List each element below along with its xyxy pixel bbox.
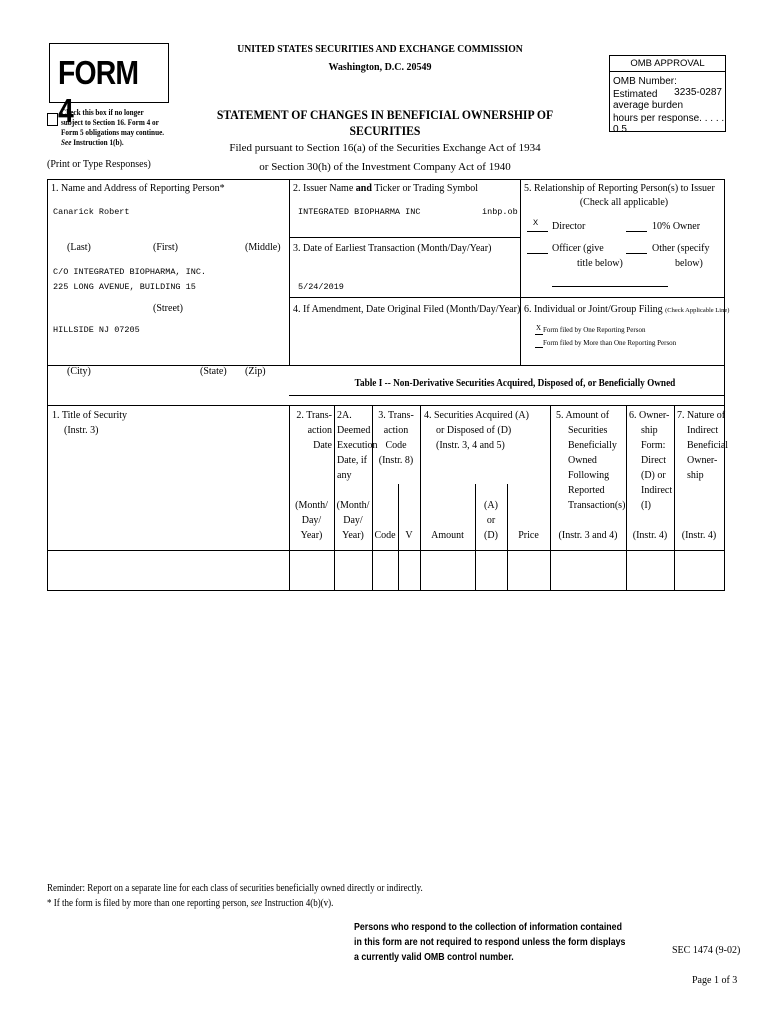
sec-form-number: SEC 1474 (9-02) (672, 945, 741, 956)
col3-line: action (383, 425, 409, 436)
col5-line: Transaction(s) (568, 500, 626, 511)
col6-line: Form: (641, 440, 666, 451)
agency-name: UNITED STATES SECURITIES AND EXCHANGE COMMISSION (237, 44, 523, 55)
omb-burden-2: hours per response. . . . . 0.5 (613, 113, 725, 135)
other-label-1: Other (specify (652, 243, 710, 254)
sub-month-line: Day/ (343, 515, 363, 526)
sub-month-line: (Month/ (295, 500, 328, 511)
col4-line: or Disposed of (D) (436, 425, 512, 436)
page-number: Page 1 of 3 (692, 975, 738, 986)
statement-title: STATEMENT OF CHANGES IN BENEFICIAL OWNERSHIP OF SECURITIES (216, 107, 554, 138)
one-person-option[interactable] (535, 326, 645, 335)
director-label: Director (552, 221, 586, 232)
omb-number-value: 3235-0287 (674, 87, 722, 98)
director-mark: X (533, 218, 539, 228)
note-pre: * If the form is filed by more than one reporting person, (47, 898, 251, 909)
col2a-line: Date, if (337, 455, 367, 466)
one-person-label: Form filed by One Reporting Person (543, 326, 646, 334)
officer-checkbox[interactable] (527, 243, 548, 254)
col2a-line: 2A. (337, 410, 352, 421)
officer-label-1: Officer (give (552, 243, 604, 254)
col5-line: Following (568, 470, 610, 481)
grid-line (47, 590, 725, 591)
col6-line: ship (641, 425, 658, 436)
checkbox-note-line2: subject to Section 16. Form 4 or (61, 118, 159, 127)
ten-pct-owner-checkbox[interactable] (626, 221, 647, 232)
omb-notice (354, 920, 625, 965)
instr4-subheader-col6: (Instr. 4) (632, 530, 668, 541)
col7-line: Indirect (687, 425, 719, 436)
col7-line: Beneficial (687, 440, 729, 451)
col1-line: (Instr. 3) (64, 425, 99, 436)
table1-title: Table I -- Non-Derivative Securities Acquired, Disposed of, or Beneficially Owned (354, 378, 676, 389)
earliest-transaction-date[interactable]: 5/24/2019 (298, 282, 344, 292)
col2-line: action (307, 425, 332, 436)
col7-header (677, 408, 728, 483)
col5-line: Beneficially (568, 440, 617, 451)
price-subheader: Price (518, 530, 539, 541)
checkbox-note-line4 (61, 138, 124, 148)
print-type-note: (Print or Type Responses) (47, 159, 151, 170)
aord-line: (D) (484, 530, 498, 541)
col2-line: 2. Trans- (296, 410, 332, 421)
multiple-persons-checkbox[interactable] (535, 339, 543, 348)
city-label: (City) (67, 366, 91, 377)
col6-line: (I) (641, 500, 651, 511)
omb-notice-line: in this form are not required to respond unless the form displays (354, 937, 626, 948)
sub-month-line: Year) (342, 530, 364, 541)
sub-month-line: Year) (300, 530, 323, 541)
director-checkbox[interactable] (527, 218, 548, 232)
instr34-subheader: (Instr. 3 and 4) (558, 530, 618, 541)
grid-line (47, 179, 725, 180)
col2a-line: any (337, 470, 352, 481)
grid-line (47, 365, 725, 366)
grid-line (289, 179, 290, 366)
box1-label: 1. Name and Address of Reporting Person* (51, 183, 225, 194)
box5-label-2: (Check all applicable) (579, 197, 669, 208)
col6-line: Indirect (641, 485, 673, 496)
filed-pursuant-2: or Section 30(h) of the Investment Company Act of 1940 (259, 161, 511, 173)
omb-number (610, 76, 725, 98)
col7-line: ship (687, 470, 704, 481)
sub-month-line: Day/ (301, 515, 322, 526)
officer-title-line (552, 286, 668, 287)
a-or-d-subheader (475, 498, 507, 543)
last-label: (Last) (67, 242, 91, 253)
multiple-persons-note (47, 898, 333, 909)
col4-line: 4. Securities Acquired (A) (424, 410, 529, 421)
box3-label: 3. Date of Earliest Transaction (Month/Day/Year) (293, 243, 492, 254)
col6-line: 6. Owner- (629, 410, 670, 421)
filed-pursuant-1: Filed pursuant to Section 16(a) of the Securities Exchange Act of 1934 (229, 142, 541, 154)
omb-notice-line: Persons who respond to the collection of information contained (354, 922, 622, 933)
col1-line: 1. Title of Security (52, 410, 128, 421)
col4-header (424, 408, 529, 453)
omb-approval-box (609, 55, 726, 135)
col7-line: Owner- (687, 455, 718, 466)
col5-line: Reported (568, 485, 605, 496)
sub-month-line: (Month/ (336, 500, 370, 511)
omb-notice-line: a currently valid OMB control number. (354, 952, 514, 963)
no-longer-subject-checkbox[interactable] (47, 113, 58, 126)
col2a-subheader (334, 498, 372, 543)
box2-label-post: Ticker or Trading Symbol (371, 183, 479, 194)
col3-header (372, 408, 420, 468)
middle-label: (Middle) (245, 242, 281, 253)
instr4-subheader-col7: (Instr. 4) (681, 530, 717, 541)
col2a-line: Execution (337, 440, 378, 451)
grid-line (289, 237, 520, 238)
col2a-line: Deemed (337, 425, 371, 436)
grid-line (724, 179, 725, 591)
city-state-zip-value[interactable]: HILLSIDE NJ 07205 (53, 325, 140, 335)
box6-label-main: 6. Individual or Joint/Group Filing (524, 304, 663, 315)
state-label: (State) (200, 366, 227, 377)
col5-line: Securities (568, 425, 608, 436)
checkbox-note (61, 108, 178, 148)
grid-line (47, 179, 48, 591)
agency-city: Washington, D.C. 20549 (328, 62, 432, 73)
box6-label-small: (Check Applicable Line) (665, 307, 730, 314)
see-italic: See (61, 138, 72, 147)
zip-label: (Zip) (245, 366, 266, 377)
reporting-person-name[interactable]: Canarick Robert (53, 207, 130, 217)
box2-label-pre: 2. Issuer Name (293, 183, 356, 194)
aord-line: (A) (484, 500, 498, 511)
omb-burden-1: Estimated average burden (613, 89, 684, 111)
one-person-checkbox[interactable] (535, 326, 543, 335)
street-label: (Street) (153, 303, 183, 314)
issuer-name[interactable]: INTEGRATED BIOPHARMA INC (298, 207, 421, 217)
col2-subheader (289, 498, 334, 543)
first-label: (First) (153, 242, 178, 253)
table-row[interactable] (48, 551, 724, 590)
omb-number-label: OMB Number: (613, 76, 677, 87)
street-line-1[interactable]: C/O INTEGRATED BIOPHARMA, INC. (53, 267, 207, 277)
amount-subheader: Amount (431, 530, 464, 541)
code-subheader: Code (374, 530, 396, 541)
omb-title: OMB APPROVAL (610, 56, 725, 72)
col5-line: 5. Amount of (556, 410, 610, 421)
form-title: FORM 4 (58, 54, 139, 129)
box2-label-and: and (355, 183, 372, 194)
instruction-ref: Instruction 1(b). (71, 138, 124, 147)
other-label-2: below) (675, 258, 703, 269)
col3-line: (Instr. 8) (378, 455, 414, 466)
box4-label: 4. If Amendment, Date Original Filed (Month/Day/Year) (293, 304, 521, 315)
col2-header (292, 408, 332, 453)
col3-line: 3. Trans- (378, 410, 414, 421)
multiple-persons-label: Form filed by More than One Reporting Person (543, 339, 677, 347)
street-line-2[interactable]: 225 LONG AVENUE, BUILDING 15 (53, 282, 196, 292)
col5-line: Owned (568, 455, 597, 466)
col2-line: Date (313, 440, 332, 451)
aord-line: or (486, 515, 496, 526)
col5-header (556, 408, 625, 513)
grid-line (289, 297, 725, 298)
col6-header (629, 408, 672, 513)
col4-line: (Instr. 3, 4 and 5) (436, 440, 505, 451)
note-italic: see (250, 898, 263, 909)
other-checkbox[interactable] (626, 243, 647, 254)
note-post: Instruction 4(b)(v). (262, 898, 334, 909)
ten-pct-owner-label: 10% Owner (652, 221, 701, 232)
box2-label (293, 183, 478, 194)
col6-line: Direct (641, 455, 666, 466)
grid-line (289, 395, 725, 396)
box5-label-1: 5. Relationship of Reporting Person(s) to Issuer (524, 183, 715, 194)
col3-line: Code (385, 440, 407, 451)
grid-line (520, 179, 521, 366)
multiple-persons-option[interactable] (535, 339, 676, 348)
col6-line: (D) or (641, 470, 666, 481)
box6-label (524, 304, 729, 315)
checkbox-note-line3: Form 5 obligations may continue. (61, 128, 165, 137)
col7-line: 7. Nature of (677, 410, 726, 421)
officer-label-2: title below) (577, 258, 623, 269)
ticker-symbol[interactable]: inbp.ob (482, 207, 518, 217)
reminder-text: Reminder: Report on a separate line for each class of securities beneficially owned directly or indirectly. (47, 883, 423, 894)
one-person-mark: X (536, 324, 542, 332)
v-subheader: V (405, 530, 413, 541)
checkbox-note-line1: Check this box if no longer (61, 108, 144, 117)
col1-header (52, 408, 127, 438)
grid-line (47, 405, 725, 406)
